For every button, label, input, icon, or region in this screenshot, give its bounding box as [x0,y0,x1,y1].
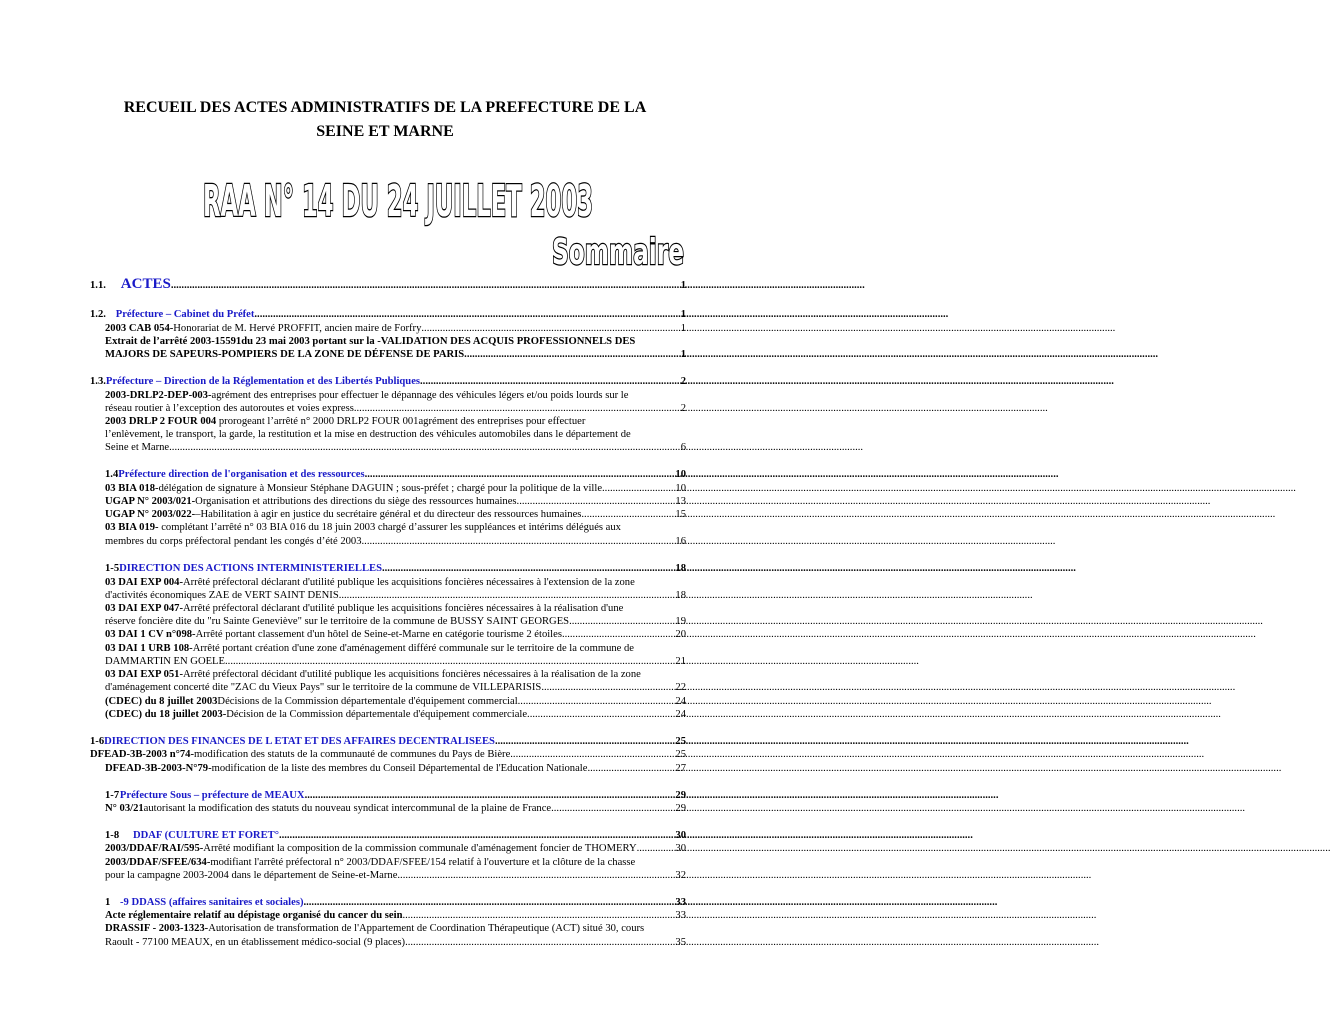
title-line-2: SEINE ET MARNE [316,123,454,140]
toc-item[interactable]: Acte réglementaire relatif au dépistage organisé du cancer du sein ..... 33 [105,909,686,922]
raa-title: RAA N° 14 DU 24 JUILLET 2003 [203,176,593,227]
toc-item-line[interactable]: 03 DAI EXP 004-Arrêté préfectoral déclarant d'utilité publique les acquisitions foncières nécessaires à l'extension de la zone [105,577,635,588]
toc-item[interactable]: membres du corps préfectoral pendant les congés d’été 2003 ..... 16 [105,535,686,548]
toc-item[interactable]: UGAP N° 2003/022- –Habilitation à agir en justice du secrétaire général et du directeur des ressources humaines ..... 15 [105,508,686,521]
toc-item[interactable]: 2003 CAB 054- Honorariat de M. Hervé PROFFIT, ancien maire de Forfry ..... 1 [105,322,686,335]
toc-item-line[interactable]: 03 BIA 019- complétant l’arrêté n° 03 BIA 016 du 18 juin 2003 chargé d’assurer les suppléances et intérims délégués aux [105,522,621,533]
toc-item[interactable]: N° 03/21 autorisant la modification des statuts du nouveau syndicat intercommunal de la plaine de France ..... 29 [105,802,686,815]
toc-item-line[interactable]: 03 DAI 1 URB 108-Arrêté portant création d'une zone d'aménagement différé communale sur le territoire de la commune de [105,643,635,654]
toc-item[interactable]: DFEAD-3B-2003 n°74- modification des statuts de la communauté de communes du Pays de Bière ..... 25 [90,748,686,761]
toc-item[interactable]: UGAP N° 2003/021- Organisation et attributions des directions du siège des ressources humaines ..... 13 [105,495,686,508]
toc-entry-reglementation[interactable]: 1.3. Préfecture – Direction de la Réglementation et des Libertés Publiques ..... 2 [90,375,686,388]
toc-item[interactable]: MAJORS DE SAPEURS-POMPIERS DE LA ZONE DE DÉFENSE DE PARIS ..... 1 [105,348,686,361]
sommaire-banner [548,224,688,272]
toc-entry-actes[interactable]: 1.1. ACTES ..... 1 [90,278,686,292]
toc-item[interactable]: 03 DAI 1 CV n°098- Arrêté portant classement d'un hôtel de Seine-et-Marne en catégorie tourisme 2 étoiles ..... 20 [105,628,686,641]
toc-entry-organisation[interactable]: 1.4 Préfecture direction de l'organisation et des ressources ..... 10 [105,468,686,481]
toc-item[interactable]: DAMMARTIN EN GOELE ..... 21 [105,655,686,668]
toc-item[interactable]: Raoult - 77100 MEAUX, en un établissement médico-social (9 places) ..... 35 [105,936,686,949]
toc-item-line[interactable]: 2003-DRLP2-DEP-003-agrément des entreprises pour effectuer le dépannage des véhicules légers et/ou poids lourds sur le [105,390,629,401]
toc-item[interactable]: 03 BIA 018- délégation de signature à Monsieur Stéphane DAGUIN ; sous-préfet ; chargé pour la politique de la ville ..... 10 [105,482,686,495]
toc-entry-cabinet[interactable]: 1.2. Préfecture – Cabinet du Préfet ..... 1 [90,308,686,321]
toc-item[interactable]: d'aménagement concerté dite "ZAC du Vieux Pays" sur le territoire de la commune de VILLEPARISIS ..... 22 [105,681,686,694]
toc-item[interactable]: pour la campagne 2003-2004 dans le département de Seine-et-Marne ..... 32 [105,869,686,882]
toc-entry-finances[interactable]: 1-6 DIRECTION DES FINANCES DE L ETAT ET DES AFFAIRES DECENTRALISEES ..... 25 [90,735,686,748]
toc-item-line[interactable]: 03 DAI EXP 047-Arrêté préfectoral déclarant d'utilité publique les acquisitions foncières nécessaires à la réalisation d'une [105,603,624,614]
toc-item-line[interactable]: DRASSIF - 2003-1323-Autorisation de transformation de l'Appartement de Coordination Thérapeutique (ACT) situé 30, cours [105,923,645,934]
toc-item[interactable]: DFEAD-3B-2003-N°79- modification de la liste des membres du Conseil Départemental de l'Education Nationale ..... 27 [105,762,686,775]
toc-item[interactable]: d'activités économiques ZAE de VERT SAINT DENIS ..... 18 [105,589,686,602]
toc-item-line[interactable]: 03 DAI EXP 051-Arrêté préfectoral décidant d'utilité publique les acquisitions foncières nécessaires à la réalisation de la zone [105,669,641,680]
document-title [0,96,770,144]
toc-item[interactable]: réserve foncière dite du "ru Sainte Geneviève" sur le territoire de la commune de BUSSY SAINT GEORGES ..... 19 [105,615,686,628]
raa-banner [198,168,598,227]
toc-item[interactable]: Seine et Marne ..... 6 [105,441,686,454]
toc-entry-meaux[interactable]: 1-7 Préfecture Sous – préfecture de MEAUX ..... 29 [105,789,686,802]
toc-item[interactable]: (CDEC) du 18 juillet 2003- Décision de la Commission départementale d'équipement commerciale ..... 24 [105,708,686,721]
toc-entry-dai[interactable]: 1-5 DIRECTION DES ACTIONS INTERMINISTERIELLES ..... 18 [105,562,686,575]
toc-entry-ddass[interactable]: 1 -9 DDASS (affaires sanitaires et sociales) ..... 33 [105,896,686,909]
toc-item-line[interactable]: 2003/DDAF/SFEE/634-modifiant l'arrêté préfectoral n° 2003/DDAF/SFEE/154 relatif à l'ouverture et la clôture de la chasse [105,857,636,868]
toc-item[interactable]: 2003/DDAF/RAI/595- Arrêté modifiant la composition de la commission communale d'aménagement foncier de THOMERY ..... 30 [105,842,686,855]
toc-entry-ddaf[interactable]: 1-8 DDAF (CULTURE ET FORET° ..... 30 [105,829,686,842]
toc-item-line[interactable]: 2003 DRLP 2 FOUR 004 prorogeant l’arrêté n° 2000 DRLP2 FOUR 001agrément des entreprises pour effectuer [105,416,586,427]
toc-item-line[interactable]: l’enlèvement, le transport, la garde, la restitution et la mise en destruction des véhicules automobiles dans le département de [105,429,631,440]
toc-item[interactable]: réseau routier à l’exception des autoroutes et voies express ..... 2 [105,402,686,415]
title-line-1: RECUEIL DES ACTES ADMINISTRATIFS DE LA PREFECTURE DE LA [123,99,647,116]
toc-item-line[interactable]: Extrait de l’arrêté 2003-15591du 23 mai 2003 portant sur la -VALIDATION DES ACQUIS PROFESSIONNELS DES [105,336,636,347]
toc-item[interactable]: (CDEC) du 8 juillet 2003 Décisions de la Commission départementale d'équipement commercial ..... 24 [105,695,686,708]
sommaire-title: Sommaire [552,232,684,273]
